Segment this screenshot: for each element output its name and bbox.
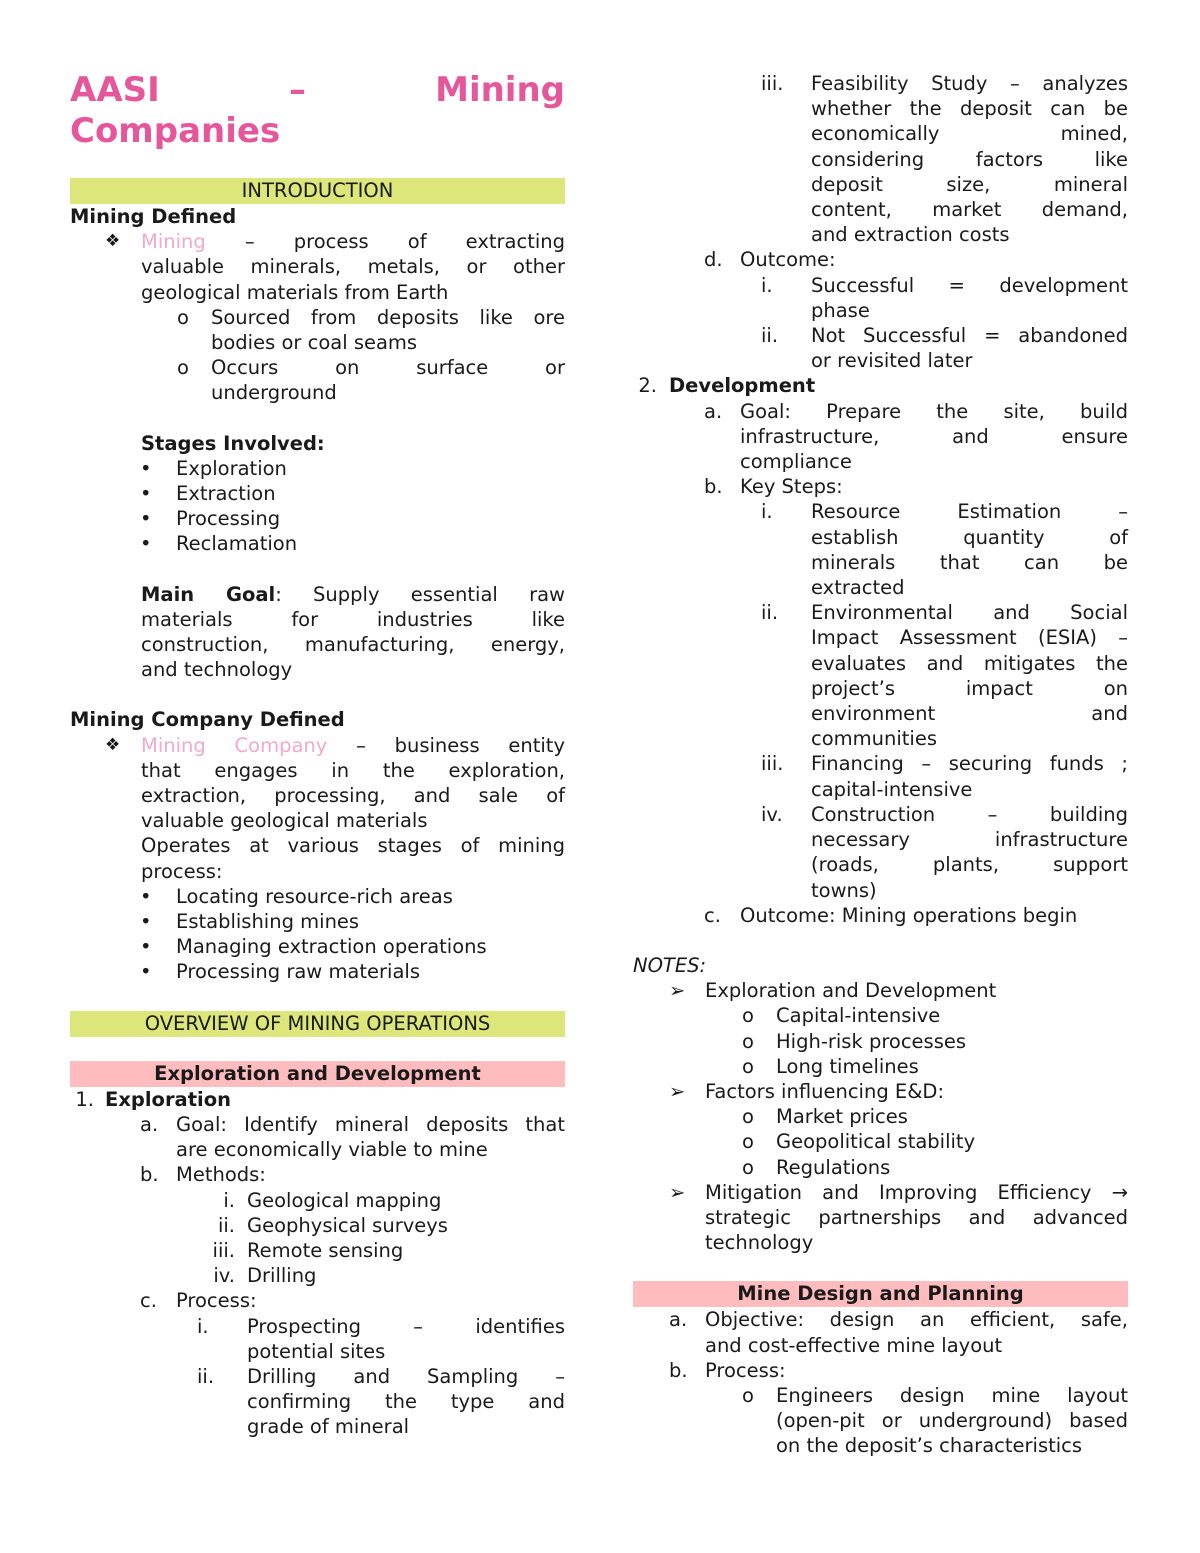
key-step-line: environment and	[811, 702, 1128, 726]
process-item: i. Prospecting – identifies	[197, 1314, 565, 1338]
sub-bullet: o Occurs on surface or	[177, 356, 565, 380]
circle-bullet-icon: o	[742, 1004, 754, 1028]
development-goal-line: compliance	[740, 450, 852, 474]
exploration-process: c. Process:	[140, 1289, 257, 1313]
note-sub-item: o Geopolitical stability	[742, 1130, 976, 1154]
feasibility-line: deposit size, mineral	[811, 172, 1128, 196]
mine-design-process-line: on the deposit’s characteristics	[776, 1434, 1083, 1458]
exploration-methods: b. Methods:	[140, 1163, 266, 1187]
development-outcome: c. Outcome: Mining operations begin	[704, 903, 1078, 927]
key-step-line: necessary infrastructure	[811, 828, 1128, 852]
company-def-line: valuable geological materials	[141, 809, 428, 833]
feasibility-line: economically mined,	[811, 122, 1128, 146]
note-item: ➢ Factors influencing E&D:	[669, 1079, 945, 1103]
development-heading: 2. Development	[638, 374, 816, 398]
list-item: • Locating resource-rich areas	[140, 884, 453, 908]
bullet-icon: •	[140, 482, 152, 506]
key-step-line: capital-intensive	[811, 777, 973, 801]
key-step-line: towns)	[811, 878, 877, 902]
letter-marker: b.	[140, 1163, 159, 1187]
outcome-item: i. Successful = development	[761, 273, 1128, 297]
company-definition: ❖ Mining Company – business entity	[105, 733, 565, 757]
bullet-icon: •	[140, 960, 152, 984]
list-item: • Processing raw materials	[140, 960, 420, 984]
exploration-outcome: d. Outcome:	[704, 248, 836, 272]
mine-design-objective-line: and cost-effective mine layout	[705, 1333, 1003, 1357]
development-goal-line: infrastructure, and ensure	[740, 424, 1128, 448]
feasibility-line: considering factors like	[811, 147, 1128, 171]
mining-term: Mining	[141, 230, 206, 254]
heading-mining-defined: Mining Defined	[70, 205, 237, 228]
list-item: • Managing extraction operations	[140, 935, 487, 959]
key-step-line: communities	[811, 727, 937, 751]
method-item: iii. Remote sensing	[212, 1238, 404, 1262]
subsection-header-exploration-development: Exploration and Development	[70, 1061, 565, 1087]
mining-def-line: valuable minerals, metals, or other	[141, 255, 565, 279]
bullet-icon: •	[140, 507, 152, 531]
subsection-header-mine-design: Mine Design and Planning	[633, 1281, 1128, 1307]
circle-bullet-icon: o	[742, 1155, 754, 1179]
feasibility-line: and extraction costs	[811, 223, 1010, 247]
arrowhead-bullet-icon: ➢	[669, 1079, 686, 1103]
process-item: ii. Drilling and Sampling –	[197, 1364, 565, 1388]
key-step-line: minerals that can be	[811, 550, 1128, 574]
method-item: ii. Geophysical surveys	[217, 1213, 448, 1237]
development-goal: a. Goal: Prepare the site, build	[704, 399, 1128, 423]
key-step: iv. Construction – building	[761, 802, 1128, 826]
mine-design-process-line: (open-pit or underground) based	[776, 1409, 1128, 1433]
title-word-aasi: AASI	[70, 70, 160, 110]
note-sub-item: o Market prices	[742, 1105, 908, 1129]
process-item-line: grade of mineral	[247, 1415, 410, 1439]
notes-label: NOTES:	[633, 953, 707, 977]
bullet-icon: •	[140, 456, 152, 480]
note-sub-item: o Long timelines	[742, 1054, 919, 1078]
title-dash: –	[288, 70, 306, 110]
arrowhead-bullet-icon: ➢	[669, 979, 686, 1003]
bullet-icon: •	[140, 884, 152, 908]
note-sub-item: o High-risk processes	[742, 1029, 967, 1053]
left-column	[70, 70, 565, 1440]
exploration-goal-line: are economically viable to mine	[176, 1138, 488, 1162]
circle-bullet-icon: o	[742, 1383, 754, 1407]
note-item-line: strategic partnerships and advanced	[705, 1205, 1128, 1229]
diamond-bullet-icon: ❖	[105, 231, 121, 252]
diamond-bullet-icon: ❖	[105, 734, 121, 755]
key-step: i. Resource Estimation –	[761, 500, 1128, 524]
company-def-line: process:	[141, 859, 223, 883]
circle-bullet-icon: o	[177, 305, 189, 329]
bullet-icon: •	[140, 935, 152, 959]
main-goal-line: materials for industries like	[141, 607, 565, 631]
letter-marker: c.	[140, 1289, 157, 1313]
key-step-line: (roads, plants, support	[811, 853, 1128, 877]
page-title	[70, 70, 565, 111]
letter-marker: a.	[140, 1112, 159, 1136]
circle-bullet-icon: o	[742, 1029, 754, 1053]
development-steps: b. Key Steps:	[704, 475, 843, 499]
note-sub-item: o Regulations	[742, 1155, 891, 1179]
mining-def-line: geological materials from Earth	[141, 280, 449, 304]
key-step-line: establish quantity of	[811, 525, 1128, 549]
process-item-line: potential sites	[247, 1339, 386, 1363]
circle-bullet-icon: o	[742, 1130, 754, 1154]
note-sub-item: o Capital-intensive	[742, 1004, 941, 1028]
arrowhead-bullet-icon: ➢	[669, 1180, 686, 1204]
circle-bullet-icon: o	[742, 1105, 754, 1129]
outcome-line: phase	[811, 298, 870, 322]
note-item: ➢ Mitigation and Improving Efficiency →	[669, 1180, 1128, 1204]
main-goal: Main Goal: Supply essential raw	[141, 582, 565, 606]
mine-design-objective: a. Objective: design an efficient, safe,	[669, 1308, 1128, 1332]
title-word-mining: Mining	[435, 70, 565, 110]
company-def-line: extraction, processing, and sale of	[141, 784, 565, 808]
feasibility-line: content, market demand,	[811, 198, 1128, 222]
outcome-item: ii. Not Successful = abandoned	[761, 324, 1128, 348]
section-header-overview: OVERVIEW OF MINING OPERATIONS	[70, 1011, 565, 1037]
list-item: • Processing	[140, 507, 281, 531]
outcome-line: or revisited later	[811, 349, 973, 373]
key-step: ii. Environmental and Social	[761, 601, 1128, 625]
circle-bullet-icon: o	[177, 356, 189, 380]
mine-design-process: b. Process:	[669, 1358, 786, 1382]
key-step-line: extracted	[811, 576, 905, 600]
title-line-2: Companies	[70, 111, 281, 151]
exploration-goal: a. Goal: Identify mineral deposits that	[140, 1112, 565, 1136]
heading-stages: Stages Involved:	[141, 431, 325, 455]
process-item-line: confirming the type and	[247, 1390, 565, 1414]
company-def-line: that engages in the exploration,	[141, 758, 565, 782]
mine-design-process-item: o Engineers design mine layout	[742, 1383, 1128, 1407]
key-step-line: evaluates and mitigates the	[811, 651, 1128, 675]
feasibility-line: whether the deposit can be	[811, 97, 1128, 121]
method-item: iv. Drilling	[213, 1264, 317, 1288]
sub-bullet-line: bodies or coal seams	[211, 331, 418, 355]
right-column	[633, 71, 1128, 1459]
main-goal-line: and technology	[141, 658, 293, 682]
bullet-icon: •	[140, 910, 152, 934]
main-goal-label: Main Goal	[141, 582, 276, 606]
heading-company-defined: Mining Company Defined	[70, 708, 345, 732]
note-item: ➢ Exploration and Development	[669, 979, 997, 1003]
list-item: • Establishing mines	[140, 910, 360, 934]
sub-bullet: o Sourced from deposits like ore	[177, 305, 565, 329]
list-item: • Extraction	[140, 482, 276, 506]
bullet-icon: •	[140, 532, 152, 556]
note-item-line: technology	[705, 1231, 814, 1255]
mining-company-term: Mining Company	[141, 733, 328, 757]
circle-bullet-icon: o	[742, 1054, 754, 1078]
sub-bullet-line: underground	[211, 381, 337, 405]
number-marker: 1.	[75, 1087, 94, 1111]
mining-definition: ❖ Mining – process of extracting	[105, 230, 565, 254]
list-item: • Reclamation	[140, 532, 298, 556]
main-goal-line: construction, manufacturing, energy,	[141, 633, 565, 657]
key-step: iii. Financing – securing funds ;	[761, 752, 1128, 776]
key-step-line: Impact Assessment (ESIA) –	[811, 626, 1128, 650]
key-step-line: project’s impact on	[811, 676, 1128, 700]
section-header-introduction: INTRODUCTION	[70, 178, 565, 204]
feasibility-study: iii. Feasibility Study – analyzes	[761, 72, 1128, 95]
company-def-line: Operates at various stages of mining	[141, 834, 565, 858]
method-item: i. Geological mapping	[223, 1188, 442, 1212]
exploration-heading: 1. Exploration	[105, 1087, 565, 1112]
list-item: • Exploration	[140, 456, 287, 480]
